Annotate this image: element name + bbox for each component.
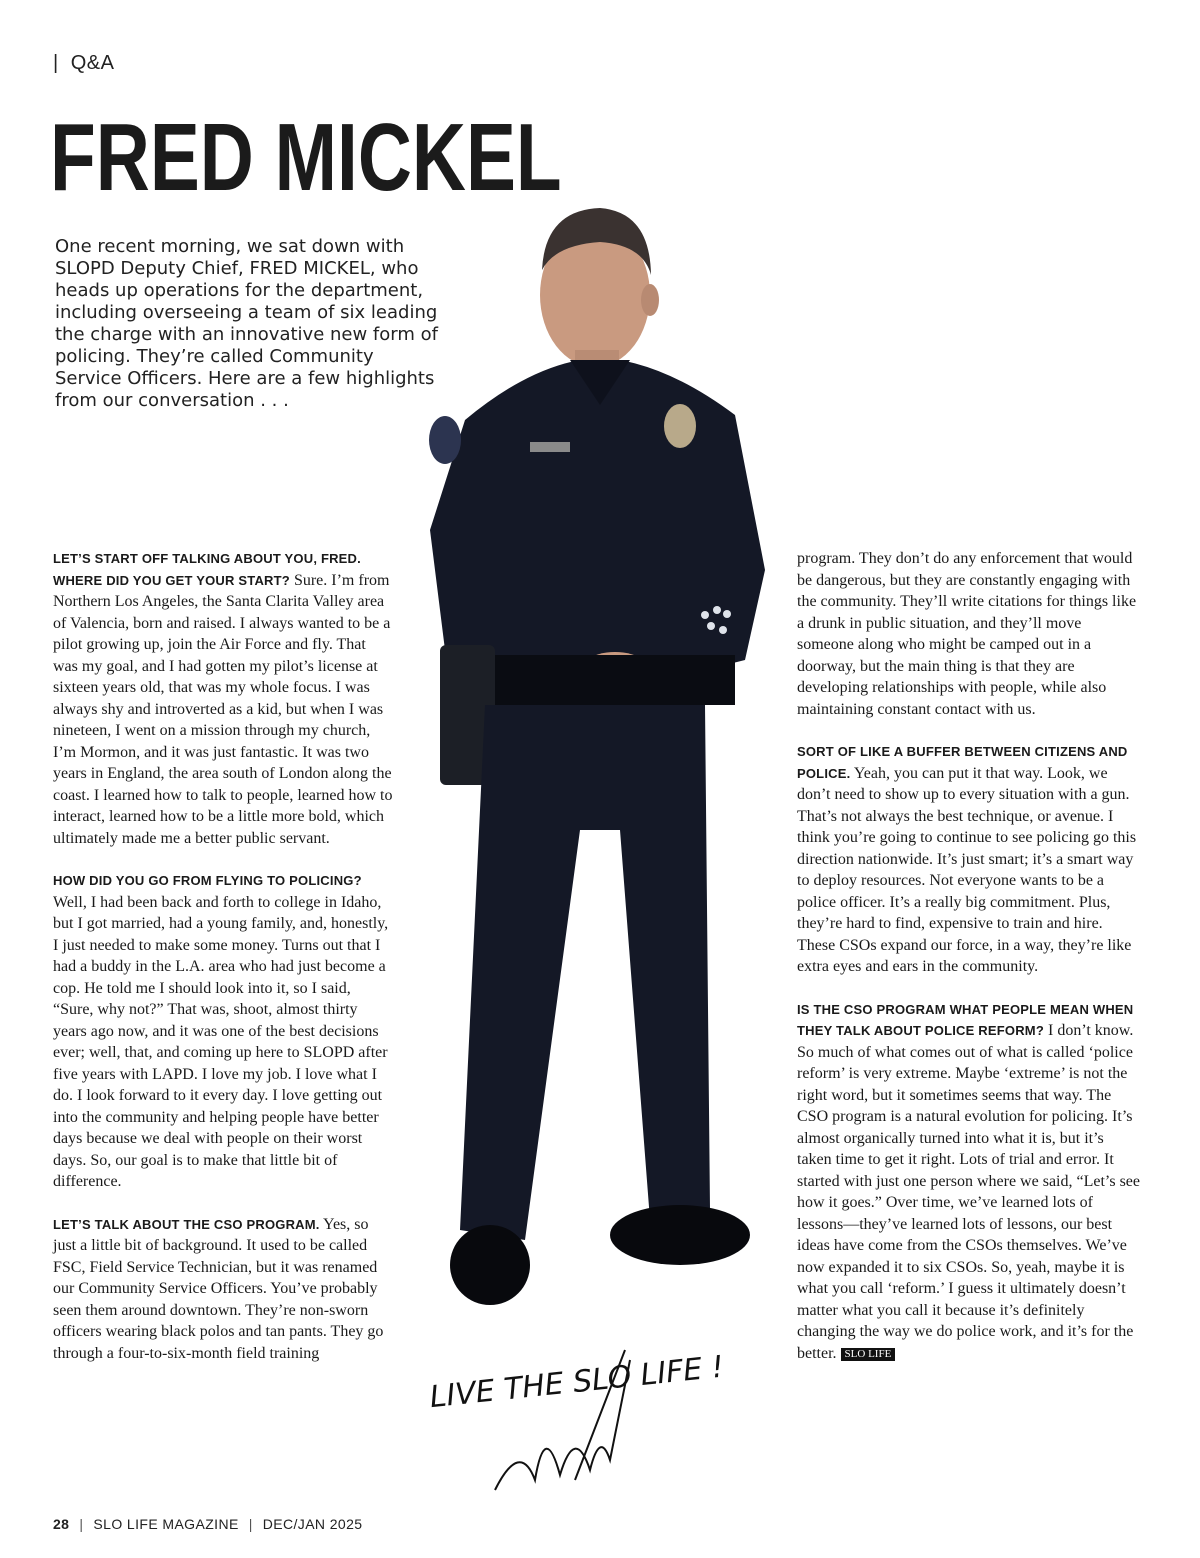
headline: FRED MICKEL <box>50 104 562 211</box>
section-tag <box>53 52 114 75</box>
footer-divider: | <box>79 1516 84 1532</box>
magazine-name: SLO LIFE MAGAZINE <box>93 1516 239 1532</box>
qa-entry <box>53 870 393 1193</box>
qa-entry <box>797 999 1140 1365</box>
qa-entry <box>797 741 1140 978</box>
officer-portrait <box>405 190 785 1330</box>
question: SORT OF LIKE A BUFFER BETWEEN CITIZENS AND POLICE. <box>797 744 1128 781</box>
qa-entry <box>53 1214 393 1365</box>
question: HOW DID YOU GO FROM FLYING TO POLICING? <box>53 873 362 888</box>
answer: program. They don’t do any enforcement that would be dangerous, but they are constantly engaging with the community. They’ll write citations for things like a drunk in public situation, and they’ll move someone along who might be camped out in a doorway, but the main thing is that they are developing relationships with people, while also maintaining constant contact with us. <box>797 550 1137 718</box>
qa-entry <box>53 548 393 849</box>
qa-entry <box>797 548 1140 720</box>
question: LET’S TALK ABOUT THE CSO PROGRAM. <box>53 1216 320 1232</box>
intro-paragraph: One recent morning, we sat down with SLOPD Deputy Chief, FRED MICKEL, who heads up operations for the department, including overseeing a team of six leading the charge with an innovative new form of policing. They’re called Community Service Officers. Here are a few highlights from our conversation . . . <box>55 236 438 411</box>
handwritten-signature <box>425 1330 785 1505</box>
handwritten-note: LIVE THE SLO LIFE ! <box>428 1349 726 1416</box>
right-column <box>797 548 1140 1385</box>
page-footer <box>53 1516 362 1532</box>
answer: Sure. I’m from Northern Los Angeles, the Santa Clarita Valley area of Valencia, born and raised. I always wanted to be a pilot growing up, join the Air Force and fly. That was my goal, and I had gotten my pilot’s license at sixteen years old, that was my whole focus. I was always shy and introverted as a kid, but when I was nineteen, I went on a mission through my church, I’m Mormon, and it was just fantastic. It was two years in England, the area south of London along the coast. I learned how to talk to people, learned how to interact, learned how to be a little more bold, which ultimately made me a better public servant. <box>53 571 393 847</box>
page-number: 28 <box>53 1516 70 1532</box>
left-column <box>53 548 393 1385</box>
answer: I don’t know. So much of what comes out of what is called ‘police reform’ is very extreme. Maybe ‘extreme’ is not the right word, but it sometimes seems that way. The CSO program is a natural evolution for policing. It’s almost organically turned into what it is, but it’s taken time to get it right. Lots of trial and error. It started with just one person where we said, “Let’s see how it goes.” Over time, we’ve learned lots of lessons—they’ve learned lots of lessons, our best ideas have come from the CSOs themselves. We’ve now expanded it to six CSOs. So, yeah, maybe it is what you call ‘reform.’ I guess it ultimately doesn’t matter what you call it because it’s definitely changing the way we do police work, and it’s for the better. <box>797 1022 1141 1362</box>
end-mark: SLO LIFE <box>841 1348 896 1361</box>
question: IS THE CSO PROGRAM WHAT PEOPLE MEAN WHEN THEY TALK ABOUT POLICE REFORM? <box>797 1001 1134 1038</box>
section-divider: | <box>53 52 59 74</box>
question: LET’S START OFF TALKING ABOUT YOU, FRED. WHERE DID YOU GET YOUR START? <box>53 551 361 588</box>
answer: Well, I had been back and forth to college in Idaho, but I got married, had a young family, and, honestly, I just needed to make some money. Turns out that I had a buddy in the L.A. area who had just become a cop. He told me I should look into it, so I said, “Sure, why not?” That was, shoot, almost thirty years ago now, and it was one of the best decisions ever; well, that, and coming up here to SLOPD after five years with LAPD. I love my job. I love what I do. I look forward to it every day. I love getting out into the community and helping people have better days because we deal with people on their worst days. So, our goal is to make that little bit of difference. <box>53 893 389 1190</box>
footer-divider: | <box>248 1516 253 1532</box>
section-label: Q&A <box>70 52 115 74</box>
answer: Yeah, you can put it that way. Look, we don’t need to show up to every situation with a gun. That’s not always the best technique, or avenue. I think you’re going to continue to see policing go this direction nationwide. It’s just smart; it’s a smart way to deploy resources. Not everyone wants to be a police officer. It’s a really big commitment. Plus, they’re hard to find, expensive to train and hire. These CSOs expand our force, in a way, they’re like extra eyes and ears in the community. <box>797 764 1137 975</box>
answer: Yes, so just a little bit of background. It used to be called FSC, Field Service Technician, but it was renamed our Community Service Officers. You’ve probably seen them around downtown. They’re non-sworn officers wearing black polos and tan pants. They go through a four-to-six-month field training <box>53 1215 384 1362</box>
issue-date: DEC/JAN 2025 <box>262 1516 363 1532</box>
